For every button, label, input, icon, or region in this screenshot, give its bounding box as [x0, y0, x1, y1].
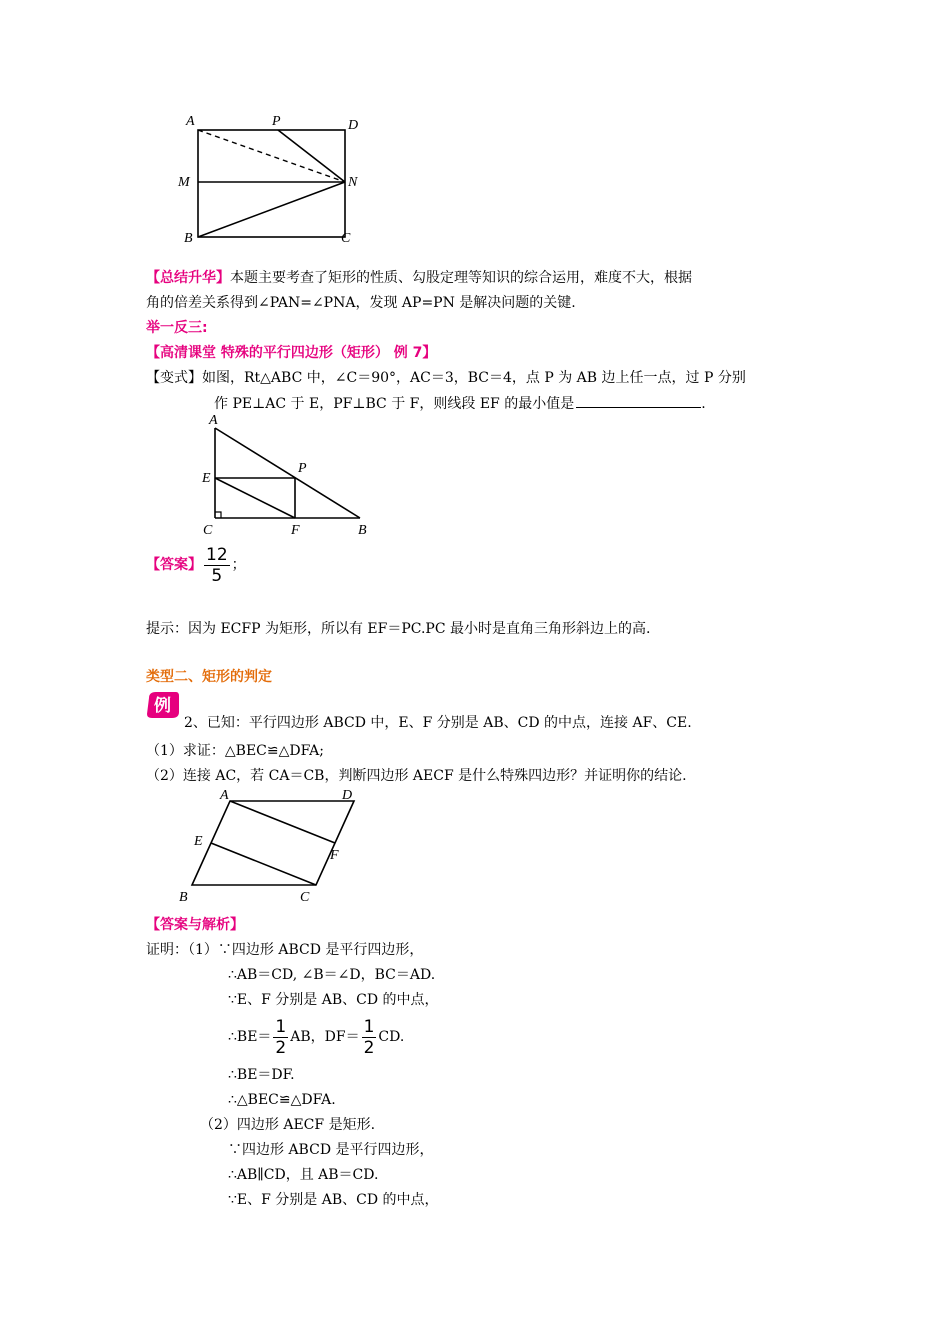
answer-tag: 【答案】: [146, 557, 202, 573]
label-A: A: [209, 413, 218, 428]
half-den-2: 2: [363, 1037, 375, 1058]
answer-blank: [576, 393, 701, 408]
practice-heading: 举一反三:: [146, 320, 208, 336]
solution-line-5: ∴BE＝DF.: [228, 1067, 295, 1083]
answer-fraction: [204, 545, 230, 586]
half-num-1: 1: [275, 1016, 287, 1037]
label-P: P: [272, 114, 281, 129]
solution-line-3: ∵E、F 分别是 AB、CD 的中点，: [228, 992, 439, 1008]
figure-parallelogram: [170, 786, 370, 908]
section-heading: 类型二、矩形的判定: [146, 669, 272, 685]
half-fraction-2: [362, 1017, 377, 1058]
answer-suffix: ；: [231, 557, 246, 573]
solution-line-10: ∵E、F 分别是 AB、CD 的中点，: [228, 1192, 439, 1208]
label-E: E: [194, 834, 203, 849]
solution-line-9: ∴AB∥CD，且 AB＝CD.: [228, 1167, 379, 1183]
answer-numerator: 12: [206, 544, 228, 565]
label-F: F: [330, 848, 339, 863]
variant-line-1: [146, 368, 746, 388]
example-badge-icon: [146, 690, 180, 720]
variant-end: .: [701, 396, 706, 412]
label-A: A: [220, 788, 229, 803]
solution-4a: ∴BE＝: [228, 1029, 272, 1045]
solution-line-8: ∵四边形 ABCD 是平行四边形，: [228, 1142, 434, 1158]
variant-tag: 【变式】: [146, 370, 202, 386]
variant-text-1: 如图，Rt△ABC 中，∠C＝90°，AC＝3，BC＝4，点 P 为 AB 边上任一点，过 P 分别: [202, 370, 746, 386]
label-D: D: [348, 118, 359, 133]
answer-denominator: 5: [211, 565, 223, 586]
summary-line-2: 角的倍差关系得到∠PAN=∠PNA，发现 AP=PN 是解决问题的关键.: [146, 295, 576, 311]
problem-part-2: （2）连接 AC，若 CA＝CB，判断四边形 AECF 是什么特殊四边形？并证明你的结论.: [146, 768, 687, 784]
problem-line-1: 2、已知：平行四边形 ABCD 中，E、F 分别是 AB、CD 的中点，连接 AF、CE.: [184, 715, 692, 731]
label-B: B: [184, 231, 193, 246]
summary-tag: 【总结升华】: [146, 270, 230, 286]
variant-text-2: 作 PE⊥AC 于 E，PF⊥BC 于 F，则线段 EF 的最小值是: [214, 396, 575, 412]
label-M: M: [178, 175, 190, 190]
hint: 提示：因为 ECFP 为矩形，所以有 EF＝PC.PC 最小时是直角三角形斜边上的高.: [146, 621, 651, 637]
summary-line-1: [146, 268, 692, 288]
course-title: 【高清课堂 特殊的平行四边形（矩形） 例 7】: [146, 345, 437, 361]
example-badge-text: 例: [154, 696, 171, 716]
figure-rectangle-abcd: [170, 110, 370, 250]
half-den-1: 2: [275, 1037, 287, 1058]
label-C: C: [300, 890, 310, 905]
label-D: D: [342, 788, 353, 803]
half-num-2: 1: [363, 1016, 375, 1037]
solution-line-7: （2）四边形 AECF 是矩形.: [200, 1117, 376, 1133]
label-C: C: [341, 231, 351, 246]
solution-4b: AB，DF＝: [290, 1029, 360, 1045]
solution-line-4: [228, 1015, 404, 1059]
answer-line: [146, 543, 246, 587]
label-B: B: [358, 523, 367, 538]
solution-line-6: ∴△BEC≌△DFA.: [228, 1092, 336, 1108]
solution-line-2: ∴AB＝CD, ∠B＝∠D，BC＝AD.: [228, 967, 436, 983]
solution-tag: 【答案与解析】: [146, 917, 244, 933]
summary-text-1: 本题主要考查了矩形的性质、勾股定理等知识的综合运用，难度不大，根据: [230, 270, 692, 286]
figure-right-triangle: [195, 410, 380, 540]
label-E: E: [202, 471, 211, 486]
solution-4c: CD.: [378, 1029, 405, 1045]
label-N: N: [348, 175, 358, 190]
label-P: P: [298, 461, 307, 476]
label-B: B: [179, 890, 188, 905]
problem-part-1: （1）求证：△BEC≌△DFA;: [146, 743, 324, 759]
label-C: C: [203, 523, 213, 538]
label-F: F: [291, 523, 300, 538]
label-A: A: [186, 114, 195, 129]
half-fraction-1: [273, 1017, 288, 1058]
solution-line-1: 证明：（1）∵四边形 ABCD 是平行四边形，: [146, 942, 424, 958]
